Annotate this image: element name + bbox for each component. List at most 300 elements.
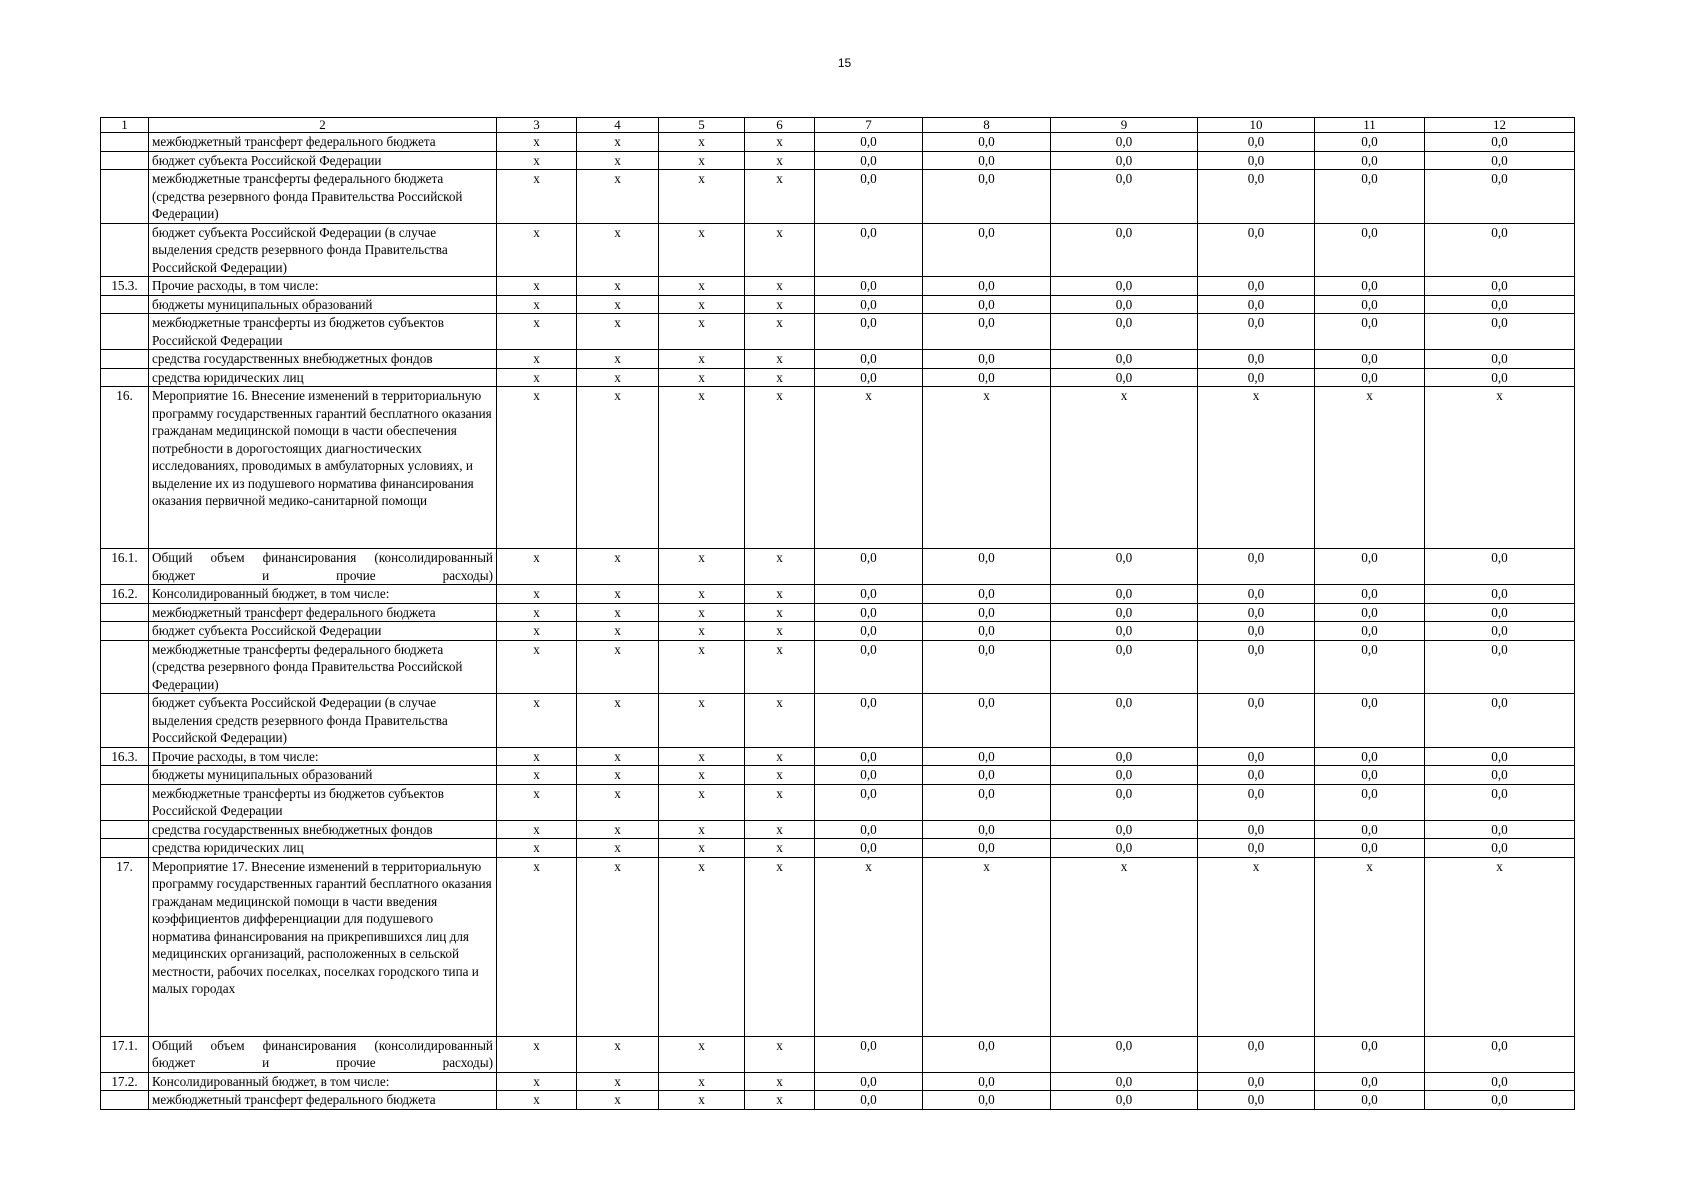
value-cell: 0,0 (815, 694, 923, 748)
header-cell: 12 (1425, 118, 1575, 133)
row-number-cell (101, 133, 149, 152)
value-cell: x (745, 549, 815, 585)
value-cell: 0,0 (1425, 151, 1575, 170)
row-number-cell (101, 368, 149, 387)
table-row (101, 314, 1575, 350)
value-cell: x (923, 857, 1051, 1036)
value-cell: 0,0 (1051, 603, 1198, 622)
header-cell: 4 (577, 118, 659, 133)
value-cell: 0,0 (815, 747, 923, 766)
table-row (101, 784, 1575, 820)
value-cell: x (577, 295, 659, 314)
table-row (101, 747, 1575, 766)
value-cell: 0,0 (923, 603, 1051, 622)
value-cell: 0,0 (815, 839, 923, 858)
row-number-cell (101, 223, 149, 277)
value-cell: 0,0 (1425, 1072, 1575, 1091)
table-row (101, 585, 1575, 604)
value-cell: x (1198, 857, 1315, 1036)
value-cell: x (1051, 857, 1198, 1036)
row-number-cell (101, 839, 149, 858)
table-row (101, 350, 1575, 369)
value-cell: 0,0 (1198, 640, 1315, 694)
value-cell: x (659, 766, 745, 785)
table-row (101, 549, 1575, 585)
value-cell: 0,0 (1425, 820, 1575, 839)
row-description-cell: Консолидированный бюджет, в том числе: (149, 1072, 497, 1091)
value-cell: x (497, 223, 577, 277)
value-cell: 0,0 (1198, 747, 1315, 766)
value-cell: 0,0 (1425, 766, 1575, 785)
value-cell: 0,0 (815, 549, 923, 585)
value-cell: 0,0 (923, 368, 1051, 387)
value-cell: 0,0 (1198, 350, 1315, 369)
table-row (101, 694, 1575, 748)
value-cell: x (659, 747, 745, 766)
value-cell: 0,0 (1315, 585, 1425, 604)
row-number-cell (101, 603, 149, 622)
value-cell: 0,0 (1198, 368, 1315, 387)
value-cell: x (577, 350, 659, 369)
value-cell: 0,0 (815, 820, 923, 839)
value-cell: x (745, 784, 815, 820)
value-cell: x (497, 387, 577, 549)
table-row (101, 1091, 1575, 1110)
value-cell: 0,0 (1051, 368, 1198, 387)
value-cell: x (497, 1036, 577, 1072)
row-description-cell: бюджет субъекта Российской Федерации (в случае выделения средств резервного фонда Правительства Российской Федерации) (149, 223, 497, 277)
value-cell: 0,0 (815, 350, 923, 369)
value-cell: 0,0 (1315, 784, 1425, 820)
table-row (101, 622, 1575, 641)
value-cell: x (577, 622, 659, 641)
value-cell: 0,0 (1425, 223, 1575, 277)
value-cell: x (815, 857, 923, 1036)
table-row (101, 640, 1575, 694)
value-cell: 0,0 (1051, 133, 1198, 152)
value-cell: 0,0 (923, 839, 1051, 858)
row-description-cell: Консолидированный бюджет, в том числе: (149, 585, 497, 604)
table-row (101, 277, 1575, 296)
value-cell: 0,0 (1315, 314, 1425, 350)
header-cell: 2 (149, 118, 497, 133)
value-cell: 0,0 (1425, 350, 1575, 369)
value-cell: x (497, 1072, 577, 1091)
row-description-cell: межбюджетные трансферты из бюджетов субъектов Российской Федерации (149, 314, 497, 350)
value-cell: x (659, 603, 745, 622)
value-cell: 0,0 (923, 640, 1051, 694)
value-cell: 0,0 (923, 820, 1051, 839)
value-cell: x (745, 1036, 815, 1072)
value-cell: x (1425, 857, 1575, 1036)
value-cell: 0,0 (1051, 314, 1198, 350)
value-cell: x (659, 1072, 745, 1091)
value-cell: x (577, 277, 659, 296)
value-cell: 0,0 (1315, 1036, 1425, 1072)
value-cell: 0,0 (1425, 640, 1575, 694)
value-cell: 0,0 (1198, 784, 1315, 820)
value-cell: x (497, 839, 577, 858)
page-number: 15 (837, 56, 852, 70)
row-number-cell: 17.1. (101, 1036, 149, 1072)
value-cell: x (577, 857, 659, 1036)
value-cell: x (659, 223, 745, 277)
value-cell: 0,0 (1198, 839, 1315, 858)
row-number-cell (101, 640, 149, 694)
value-cell: x (745, 170, 815, 224)
value-cell: 0,0 (1051, 1072, 1198, 1091)
row-description-cell: средства государственных внебюджетных фондов (149, 350, 497, 369)
value-cell: 0,0 (1315, 603, 1425, 622)
header-cell: 10 (1198, 118, 1315, 133)
row-number-cell: 16. (101, 387, 149, 549)
value-cell: 0,0 (923, 314, 1051, 350)
header-cell: 8 (923, 118, 1051, 133)
value-cell: 0,0 (1051, 1036, 1198, 1072)
value-cell: x (577, 603, 659, 622)
value-cell: 0,0 (1315, 277, 1425, 296)
value-cell: x (577, 1072, 659, 1091)
header-cell: 11 (1315, 118, 1425, 133)
value-cell: x (659, 694, 745, 748)
row-number-cell (101, 784, 149, 820)
value-cell: x (577, 766, 659, 785)
row-description-cell: межбюджетный трансферт федерального бюджета (149, 133, 497, 152)
value-cell: x (659, 622, 745, 641)
value-cell: 0,0 (815, 1036, 923, 1072)
value-cell: x (497, 170, 577, 224)
value-cell: x (497, 549, 577, 585)
value-cell: x (1315, 387, 1425, 549)
value-cell: 0,0 (923, 549, 1051, 585)
row-number-cell (101, 622, 149, 641)
value-cell: 0,0 (1198, 549, 1315, 585)
value-cell: 0,0 (815, 314, 923, 350)
value-cell: x (659, 295, 745, 314)
row-description-cell: межбюджетный трансферт федерального бюджета (149, 1091, 497, 1110)
value-cell: 0,0 (1051, 622, 1198, 641)
value-cell: x (577, 387, 659, 549)
value-cell: x (497, 133, 577, 152)
value-cell: 0,0 (1315, 640, 1425, 694)
value-cell: x (497, 1091, 577, 1110)
value-cell: 0,0 (1315, 747, 1425, 766)
row-description-cell: Мероприятие 16. Внесение изменений в территориальную программу государственных гарантий бесплатного оказания гражданам медицинской помощи в части обеспечения потребности в дорогостоящих диагностических исследованиях, проводимых в амбулаторных условиях, и выделение их из подушевого норматива финансирования оказания первичной медико-санитарной помощи (149, 387, 497, 549)
row-description-cell: межбюджетный трансферт федерального бюджета (149, 603, 497, 622)
value-cell: 0,0 (815, 223, 923, 277)
value-cell: 0,0 (815, 1091, 923, 1110)
row-description-cell: бюджеты муниципальных образований (149, 295, 497, 314)
value-cell: x (577, 784, 659, 820)
row-description-cell: средства юридических лиц (149, 368, 497, 387)
value-cell: x (659, 549, 745, 585)
value-cell: x (659, 314, 745, 350)
value-cell: 0,0 (1051, 766, 1198, 785)
value-cell: 0,0 (1425, 1091, 1575, 1110)
value-cell: 0,0 (1051, 295, 1198, 314)
table-row (101, 133, 1575, 152)
value-cell: 0,0 (923, 277, 1051, 296)
value-cell: x (497, 314, 577, 350)
value-cell: x (745, 694, 815, 748)
value-cell: 0,0 (1315, 622, 1425, 641)
value-cell: x (659, 640, 745, 694)
value-cell: 0,0 (1198, 1036, 1315, 1072)
value-cell: 0,0 (1425, 747, 1575, 766)
value-cell: 0,0 (815, 585, 923, 604)
value-cell: x (659, 585, 745, 604)
value-cell: 0,0 (1425, 839, 1575, 858)
value-cell: 0,0 (1051, 151, 1198, 170)
value-cell: x (1315, 857, 1425, 1036)
row-description-cell: Общий объем финансирования (консолидированный бюджет и прочие расходы) (149, 549, 497, 585)
row-description-cell: средства юридических лиц (149, 839, 497, 858)
value-cell: 0,0 (923, 1036, 1051, 1072)
value-cell: 0,0 (815, 640, 923, 694)
header-row (101, 118, 1575, 133)
value-cell: x (577, 747, 659, 766)
table-row (101, 387, 1575, 549)
table-row (101, 170, 1575, 224)
value-cell: 0,0 (1051, 585, 1198, 604)
value-cell: 0,0 (1051, 549, 1198, 585)
row-number-cell: 16.3. (101, 747, 149, 766)
value-cell: 0,0 (1425, 784, 1575, 820)
value-cell: x (577, 820, 659, 839)
value-cell: x (745, 622, 815, 641)
value-cell: x (577, 640, 659, 694)
row-description-cell: межбюджетные трансферты из бюджетов субъектов Российской Федерации (149, 784, 497, 820)
value-cell: 0,0 (1051, 694, 1198, 748)
row-number-cell (101, 170, 149, 224)
value-cell: x (497, 585, 577, 604)
value-cell: 0,0 (1051, 747, 1198, 766)
value-cell: 0,0 (1425, 1036, 1575, 1072)
value-cell: x (577, 549, 659, 585)
value-cell: x (659, 1091, 745, 1110)
row-description-cell: средства государственных внебюджетных фондов (149, 820, 497, 839)
value-cell: 0,0 (1425, 170, 1575, 224)
row-number-cell: 15.3. (101, 277, 149, 296)
budget-table (100, 117, 1575, 1110)
value-cell: 0,0 (815, 603, 923, 622)
value-cell: 0,0 (815, 277, 923, 296)
value-cell: x (745, 350, 815, 369)
table-row (101, 151, 1575, 170)
value-cell: 0,0 (1051, 223, 1198, 277)
value-cell: 0,0 (815, 1072, 923, 1091)
header-cell: 6 (745, 118, 815, 133)
value-cell: x (745, 368, 815, 387)
row-description-cell: Прочие расходы, в том числе: (149, 277, 497, 296)
value-cell: 0,0 (923, 170, 1051, 224)
value-cell: x (577, 314, 659, 350)
value-cell: 0,0 (1198, 295, 1315, 314)
value-cell: 0,0 (815, 784, 923, 820)
header-cell: 1 (101, 118, 149, 133)
value-cell: x (577, 368, 659, 387)
value-cell: 0,0 (815, 295, 923, 314)
row-number-cell (101, 1091, 149, 1110)
value-cell: 0,0 (1051, 170, 1198, 224)
header-cell: 9 (1051, 118, 1198, 133)
value-cell: x (577, 585, 659, 604)
value-cell: 0,0 (1198, 603, 1315, 622)
value-cell: 0,0 (1315, 694, 1425, 748)
value-cell: 0,0 (1425, 585, 1575, 604)
value-cell: 0,0 (815, 170, 923, 224)
table-row (101, 368, 1575, 387)
value-cell: 0,0 (1051, 640, 1198, 694)
value-cell: x (577, 223, 659, 277)
value-cell: x (745, 820, 815, 839)
table-row (101, 857, 1575, 1036)
value-cell: 0,0 (923, 747, 1051, 766)
value-cell: 0,0 (1198, 622, 1315, 641)
value-cell: 0,0 (1198, 133, 1315, 152)
value-cell: x (497, 622, 577, 641)
value-cell: 0,0 (1198, 170, 1315, 224)
value-cell: 0,0 (1198, 151, 1315, 170)
value-cell: x (1425, 387, 1575, 549)
value-cell: 0,0 (1315, 820, 1425, 839)
value-cell: x (497, 694, 577, 748)
value-cell: x (1198, 387, 1315, 549)
row-number-cell (101, 766, 149, 785)
value-cell: x (497, 747, 577, 766)
value-cell: 0,0 (1315, 549, 1425, 585)
value-cell: x (745, 387, 815, 549)
value-cell: 0,0 (923, 622, 1051, 641)
row-number-cell (101, 694, 149, 748)
value-cell: 0,0 (815, 133, 923, 152)
value-cell: 0,0 (1198, 766, 1315, 785)
value-cell: x (745, 747, 815, 766)
value-cell: x (577, 694, 659, 748)
table-row (101, 820, 1575, 839)
value-cell: x (497, 784, 577, 820)
row-description-cell: бюджет субъекта Российской Федерации (149, 622, 497, 641)
value-cell: 0,0 (923, 223, 1051, 277)
value-cell: 0,0 (923, 585, 1051, 604)
value-cell: x (659, 133, 745, 152)
value-cell: x (659, 368, 745, 387)
value-cell: 0,0 (815, 622, 923, 641)
value-cell: 0,0 (1198, 1091, 1315, 1110)
row-description-cell: Общий объем финансирования (консолидированный бюджет и прочие расходы) (149, 1036, 497, 1072)
value-cell: 0,0 (1315, 170, 1425, 224)
value-cell: 0,0 (1315, 839, 1425, 858)
value-cell: 0,0 (1198, 223, 1315, 277)
value-cell: 0,0 (1051, 350, 1198, 369)
value-cell: x (577, 170, 659, 224)
value-cell: 0,0 (1425, 694, 1575, 748)
value-cell: x (497, 295, 577, 314)
value-cell: 0,0 (923, 1072, 1051, 1091)
value-cell: 0,0 (923, 694, 1051, 748)
header-cell: 3 (497, 118, 577, 133)
value-cell: 0,0 (1425, 133, 1575, 152)
row-number-cell (101, 820, 149, 839)
value-cell: x (745, 1072, 815, 1091)
row-number-cell: 16.2. (101, 585, 149, 604)
value-cell: 0,0 (1315, 1072, 1425, 1091)
table-row (101, 1036, 1575, 1072)
value-cell: 0,0 (923, 133, 1051, 152)
value-cell: x (497, 151, 577, 170)
value-cell: 0,0 (1198, 820, 1315, 839)
value-cell: 0,0 (1315, 368, 1425, 387)
value-cell: 0,0 (1425, 314, 1575, 350)
value-cell: x (659, 1036, 745, 1072)
table-row (101, 766, 1575, 785)
value-cell: 0,0 (1425, 549, 1575, 585)
value-cell: 0,0 (923, 784, 1051, 820)
row-number-cell (101, 350, 149, 369)
value-cell: 0,0 (815, 368, 923, 387)
value-cell: 0,0 (923, 151, 1051, 170)
value-cell: x (745, 314, 815, 350)
value-cell: 0,0 (1315, 350, 1425, 369)
value-cell: 0,0 (1425, 368, 1575, 387)
value-cell: 0,0 (1315, 151, 1425, 170)
row-number-cell: 17. (101, 857, 149, 1036)
row-description-cell: межбюджетные трансферты федерального бюджета (средства резервного фонда Правительства Российской Федерации) (149, 640, 497, 694)
value-cell: 0,0 (1198, 585, 1315, 604)
value-cell: 0,0 (1315, 223, 1425, 277)
value-cell: x (497, 277, 577, 296)
value-cell: 0,0 (1315, 766, 1425, 785)
header-cell: 5 (659, 118, 745, 133)
value-cell: x (659, 277, 745, 296)
value-cell: x (1051, 387, 1198, 549)
value-cell: x (923, 387, 1051, 549)
table-row (101, 839, 1575, 858)
value-cell: 0,0 (1051, 820, 1198, 839)
value-cell: x (659, 170, 745, 224)
value-cell: x (659, 350, 745, 369)
table-row (101, 295, 1575, 314)
value-cell: 0,0 (815, 766, 923, 785)
value-cell: x (497, 766, 577, 785)
value-cell: x (497, 857, 577, 1036)
row-description-cell: бюджет субъекта Российской Федерации (149, 151, 497, 170)
row-description-cell: Прочие расходы, в том числе: (149, 747, 497, 766)
row-number-cell: 16.1. (101, 549, 149, 585)
value-cell: 0,0 (815, 151, 923, 170)
value-cell: 0,0 (1198, 314, 1315, 350)
table-row (101, 1072, 1575, 1091)
value-cell: x (577, 839, 659, 858)
header-cell: 7 (815, 118, 923, 133)
table-body (101, 118, 1575, 1110)
value-cell: x (577, 1091, 659, 1110)
value-cell: x (497, 640, 577, 694)
value-cell: x (745, 295, 815, 314)
row-description-cell: бюджеты муниципальных образований (149, 766, 497, 785)
value-cell: 0,0 (1198, 1072, 1315, 1091)
value-cell: 0,0 (1315, 295, 1425, 314)
value-cell: x (577, 133, 659, 152)
value-cell: x (745, 1091, 815, 1110)
value-cell: x (745, 640, 815, 694)
value-cell: 0,0 (1425, 603, 1575, 622)
row-number-cell (101, 295, 149, 314)
value-cell: 0,0 (1051, 784, 1198, 820)
value-cell: x (745, 857, 815, 1036)
row-description-cell: бюджет субъекта Российской Федерации (в случае выделения средств резервного фонда Правительства Российской Федерации) (149, 694, 497, 748)
value-cell: x (745, 223, 815, 277)
